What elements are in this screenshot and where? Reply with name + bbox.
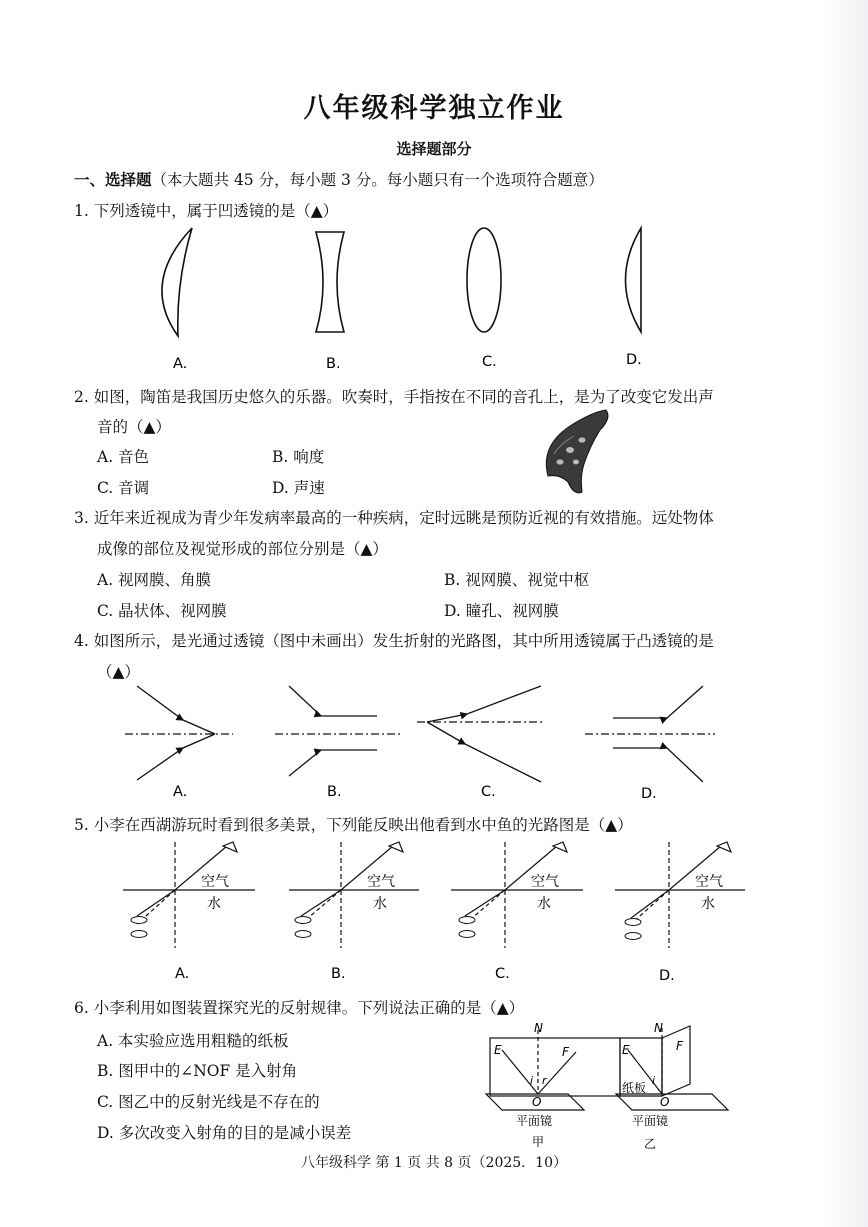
q5-stem: 5. 小李在西湖游玩时看到很多美景，下列能反映出他看到水中鱼的光路图是（▲） — [74, 816, 633, 834]
q5-water-label-d: 水 — [701, 896, 715, 912]
q5-water-label-c: 水 — [537, 896, 551, 912]
fig-jia-n: N — [534, 1022, 543, 1035]
q6-option-c: C. 图乙中的反射光线是不存在的 — [97, 1093, 320, 1111]
q5-refraction-diagrams — [115, 838, 755, 988]
q5-label-a: A. — [175, 966, 190, 982]
fig-jia-i: i — [530, 1074, 534, 1087]
section-heading — [74, 168, 604, 190]
fig-yi-e: E — [622, 1043, 630, 1057]
q5-water-label-b: 水 — [373, 896, 387, 912]
q1-label-a: A. — [173, 356, 188, 372]
fig-yi-mirror: 平面镜 — [632, 1114, 669, 1128]
q6-option-d: D. 多次改变入射角的目的是减小误差 — [97, 1124, 352, 1142]
q1-stem: 1. 下列透镜中，属于凹透镜的是（▲） — [74, 202, 339, 220]
q3-option-c: C. 晶状体、视网膜 — [97, 602, 227, 620]
fig-yi-i: i — [652, 1074, 656, 1087]
q1-label-d: D. — [626, 352, 642, 368]
fig-yi-n: N — [654, 1022, 663, 1035]
q2-option-c: C. 音调 — [97, 479, 150, 497]
fig-yi-board: 纸板 — [622, 1081, 647, 1095]
page-footer: 八年级科学 第 1 页 共 8 页（2025．10） — [301, 1155, 567, 1171]
q2-stem-line2: 音的（▲） — [97, 418, 171, 436]
q4-label-b: B. — [327, 784, 342, 800]
page-edge-shadow — [822, 0, 868, 1227]
q2-stem-line1: 2. 如图，陶笛是我国历史悠久的乐器。吹奏时，手指按在不同的音孔上，是为了改变它发出声 — [74, 388, 714, 406]
fig-jia-r: r — [542, 1074, 547, 1087]
lens-d-shape — [626, 228, 642, 332]
fig-jia-o: O — [532, 1095, 542, 1109]
q5-air-label-c: 空气 — [531, 874, 559, 890]
q5-air-label-a: 空气 — [201, 874, 229, 890]
q4-ray-diagrams — [115, 680, 735, 805]
lens-c-shape — [467, 228, 501, 332]
fig-yi-f: F — [676, 1039, 683, 1053]
q5-label-b: B. — [331, 966, 346, 982]
q4-label-c: C. — [481, 784, 496, 800]
page-title: 八年级科学独立作业 — [303, 93, 565, 124]
q5-label-c: C. — [495, 966, 510, 982]
q6-option-a: A. 本实验应选用粗糙的纸板 — [97, 1032, 289, 1050]
q2-option-b: B. 响度 — [272, 448, 325, 466]
fig-jia-f: F — [562, 1045, 569, 1059]
q5-water-label-a: 水 — [207, 896, 221, 912]
q6-stem: 6. 小李利用如图装置探究光的反射规律。下列说法正确的是（▲） — [74, 999, 525, 1017]
q5-air-label-b: 空气 — [367, 874, 395, 890]
lens-a-shape — [162, 228, 192, 336]
q4-label-d: D. — [641, 786, 657, 802]
page-subtitle: 选择题部分 — [396, 140, 472, 158]
q3-stem-line2: 成像的部位及视觉形成的部位分别是（▲） — [97, 540, 388, 558]
q4-label-a: A. — [173, 784, 188, 800]
fig-jia-e: E — [494, 1043, 502, 1057]
q3-stem-line1: 3. 近年来近视成为青少年发病率最高的一种疾病，定时远眺是预防近视的有效措施。远处物体 — [74, 509, 714, 527]
q1-lens-figures — [140, 218, 700, 378]
q4-stem-line2: （▲） — [97, 663, 140, 681]
q2-option-a: A. 音色 — [97, 448, 150, 466]
q1-label-c: C. — [482, 354, 497, 370]
fig-yi-o: O — [660, 1095, 670, 1109]
ocarina-image — [530, 406, 620, 501]
q3-option-b: B. 视网膜、视觉中枢 — [444, 571, 590, 589]
q6-reflection-apparatus — [472, 1022, 732, 1152]
q5-air-label-d: 空气 — [695, 874, 723, 890]
q3-option-a: A. 视网膜、角膜 — [97, 571, 212, 589]
q3-option-d: D. 瞳孔、视网膜 — [444, 602, 559, 620]
lens-b-shape — [316, 232, 344, 332]
fig-jia-caption: 甲 — [532, 1135, 545, 1149]
q1-label-b: B. — [326, 356, 341, 372]
q5-label-d: D. — [659, 968, 675, 984]
q2-option-d: D. 声速 — [272, 479, 325, 497]
q4-stem-line1: 4. 如图所示，是光通过透镜（图中未画出）发生折射的光路图，其中所用透镜属于凸透镜的是 — [74, 632, 714, 650]
section-heading-label: 一、选择题 — [74, 170, 152, 189]
q6-option-b: B. 图甲中的∠NOF 是入射角 — [97, 1062, 298, 1080]
section-note: （本大题共 45 分，每小题 3 分。每小题只有一个选项符合题意） — [151, 171, 604, 189]
fig-jia-mirror: 平面镜 — [516, 1114, 553, 1128]
fig-yi-caption: 乙 — [644, 1137, 657, 1151]
